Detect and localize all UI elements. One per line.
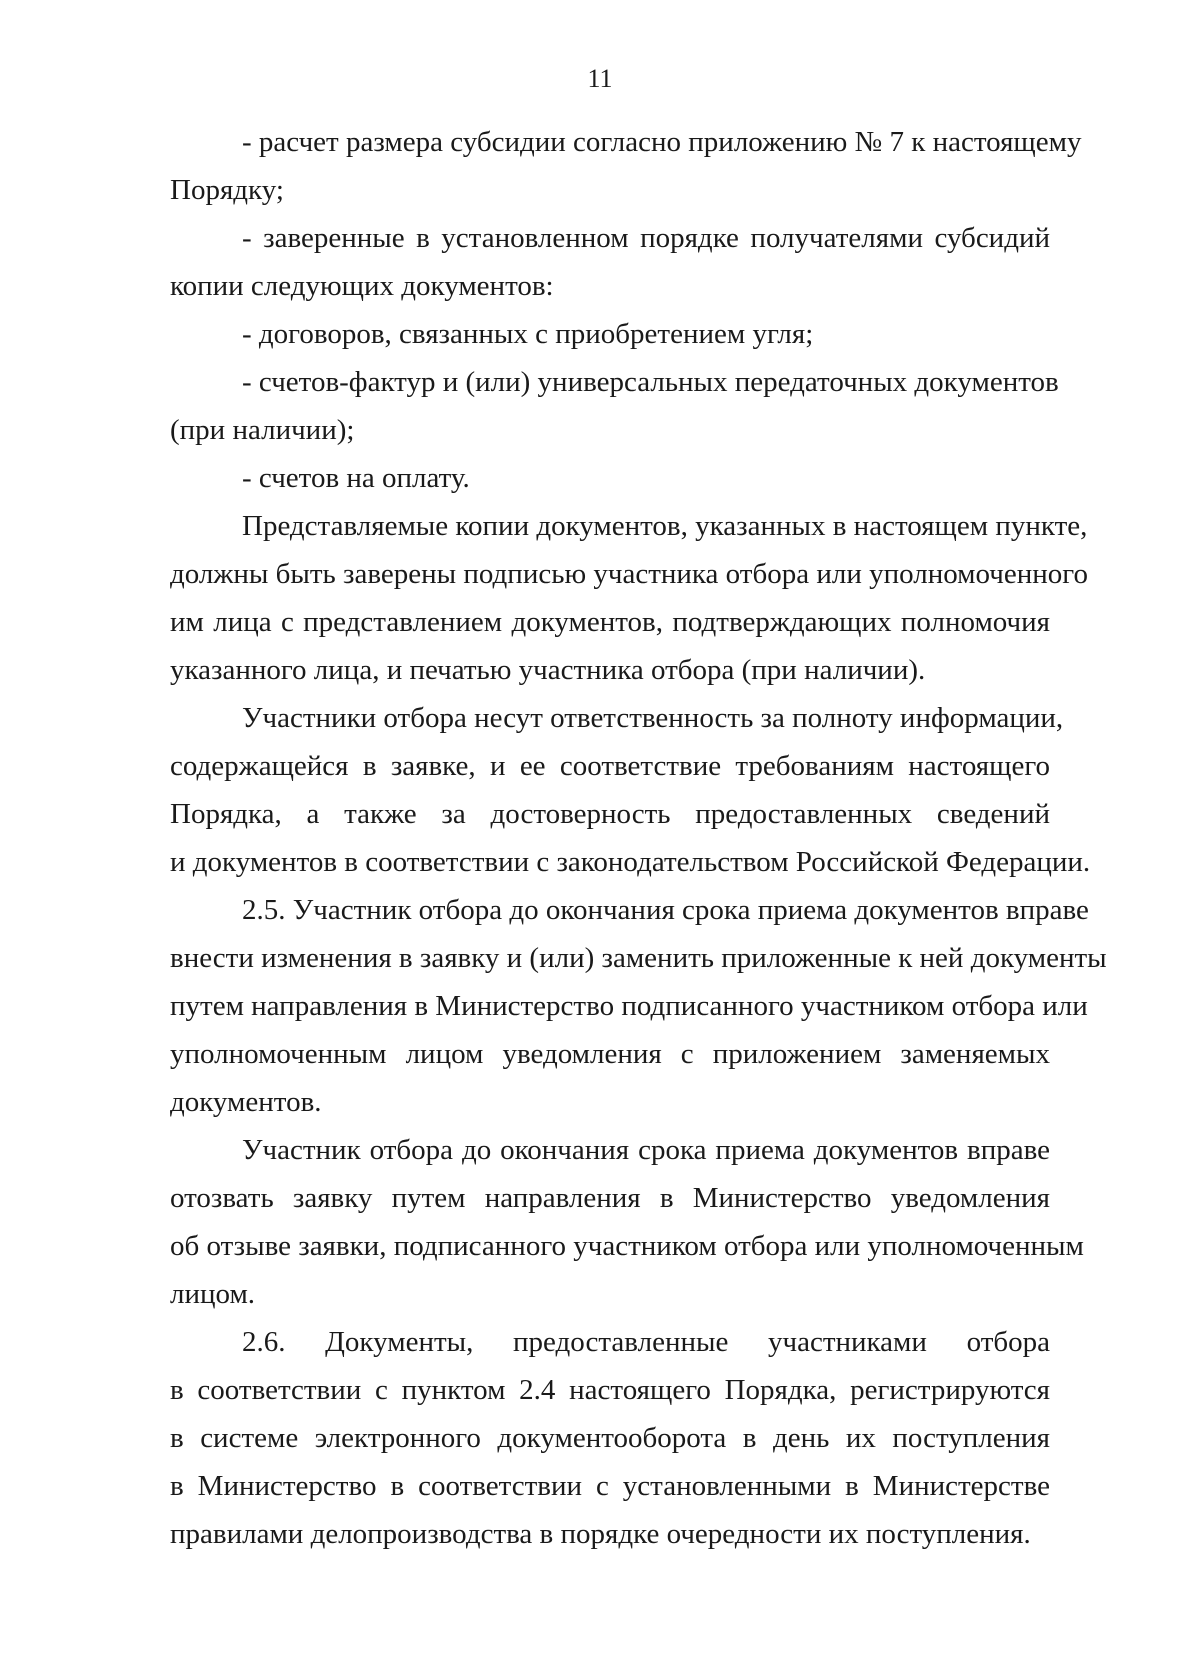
text-line: лицом. <box>170 1278 256 1310</box>
text-line: в системе электронного документооборота в день их поступления <box>170 1422 1050 1454</box>
text-line: - расчет размера субсидии согласно приложению № 7 к настоящему <box>242 126 1082 158</box>
document-body <box>170 118 1107 1558</box>
text-line: копии следующих документов: <box>170 270 554 302</box>
text-line: - договоров, связанных с приобретением угля; <box>242 318 814 350</box>
text-line: путем направления в Министерство подписанного участником отбора или <box>170 990 1088 1022</box>
text-line: - счетов-фактур и (или) универсальных передаточных документов <box>242 366 1059 398</box>
text-line: внести изменения в заявку и (или) заменить приложенные к ней документы <box>170 942 1107 974</box>
text-line: документов. <box>170 1086 322 1118</box>
text-line: и документов в соответствии с законодательством Российской Федерации. <box>170 846 1091 878</box>
text-line: содержащейся в заявке, и ее соответствие требованиям настоящего <box>170 750 1050 782</box>
text-line: Порядку; <box>170 174 284 206</box>
text-line: уполномоченным лицом уведомления с приложением заменяемых <box>170 1038 1050 1070</box>
text-line: - счетов на оплату. <box>242 462 470 494</box>
text-line: Участник отбора до окончания срока приема документов вправе <box>242 1134 1050 1166</box>
page-number: 11 <box>587 64 613 93</box>
text-line: Порядка, а также за достоверность предоставленных сведений <box>170 798 1050 830</box>
text-line: об отзыве заявки, подписанного участником отбора или уполномоченным <box>170 1230 1084 1262</box>
text-line: им лица с представлением документов, подтверждающих полномочия <box>170 606 1050 638</box>
text-line: - заверенные в установленном порядке получателями субсидий <box>242 222 1050 254</box>
text-line: Представляемые копии документов, указанных в настоящем пункте, <box>242 510 1088 542</box>
text-line: должны быть заверены подписью участника отбора или уполномоченного <box>170 558 1088 590</box>
text-line: в Министерство в соответствии с установленными в Министерстве <box>170 1470 1050 1502</box>
text-line: указанного лица, и печатью участника отбора (при наличии). <box>170 654 926 686</box>
text-line: в соответствии с пунктом 2.4 настоящего Порядка, регистрируются <box>170 1374 1050 1406</box>
text-line: отозвать заявку путем направления в Министерство уведомления <box>170 1182 1050 1214</box>
text-line: (при наличии); <box>170 414 355 446</box>
text-line: Участники отбора несут ответственность за полноту информации, <box>242 702 1064 734</box>
text-line: 2.6. Документы, предоставленные участниками отбора <box>242 1326 1050 1358</box>
text-line: правилами делопроизводства в порядке очередности их поступления. <box>170 1518 1031 1550</box>
text-line: 2.5. Участник отбора до окончания срока приема документов вправе <box>242 894 1089 926</box>
